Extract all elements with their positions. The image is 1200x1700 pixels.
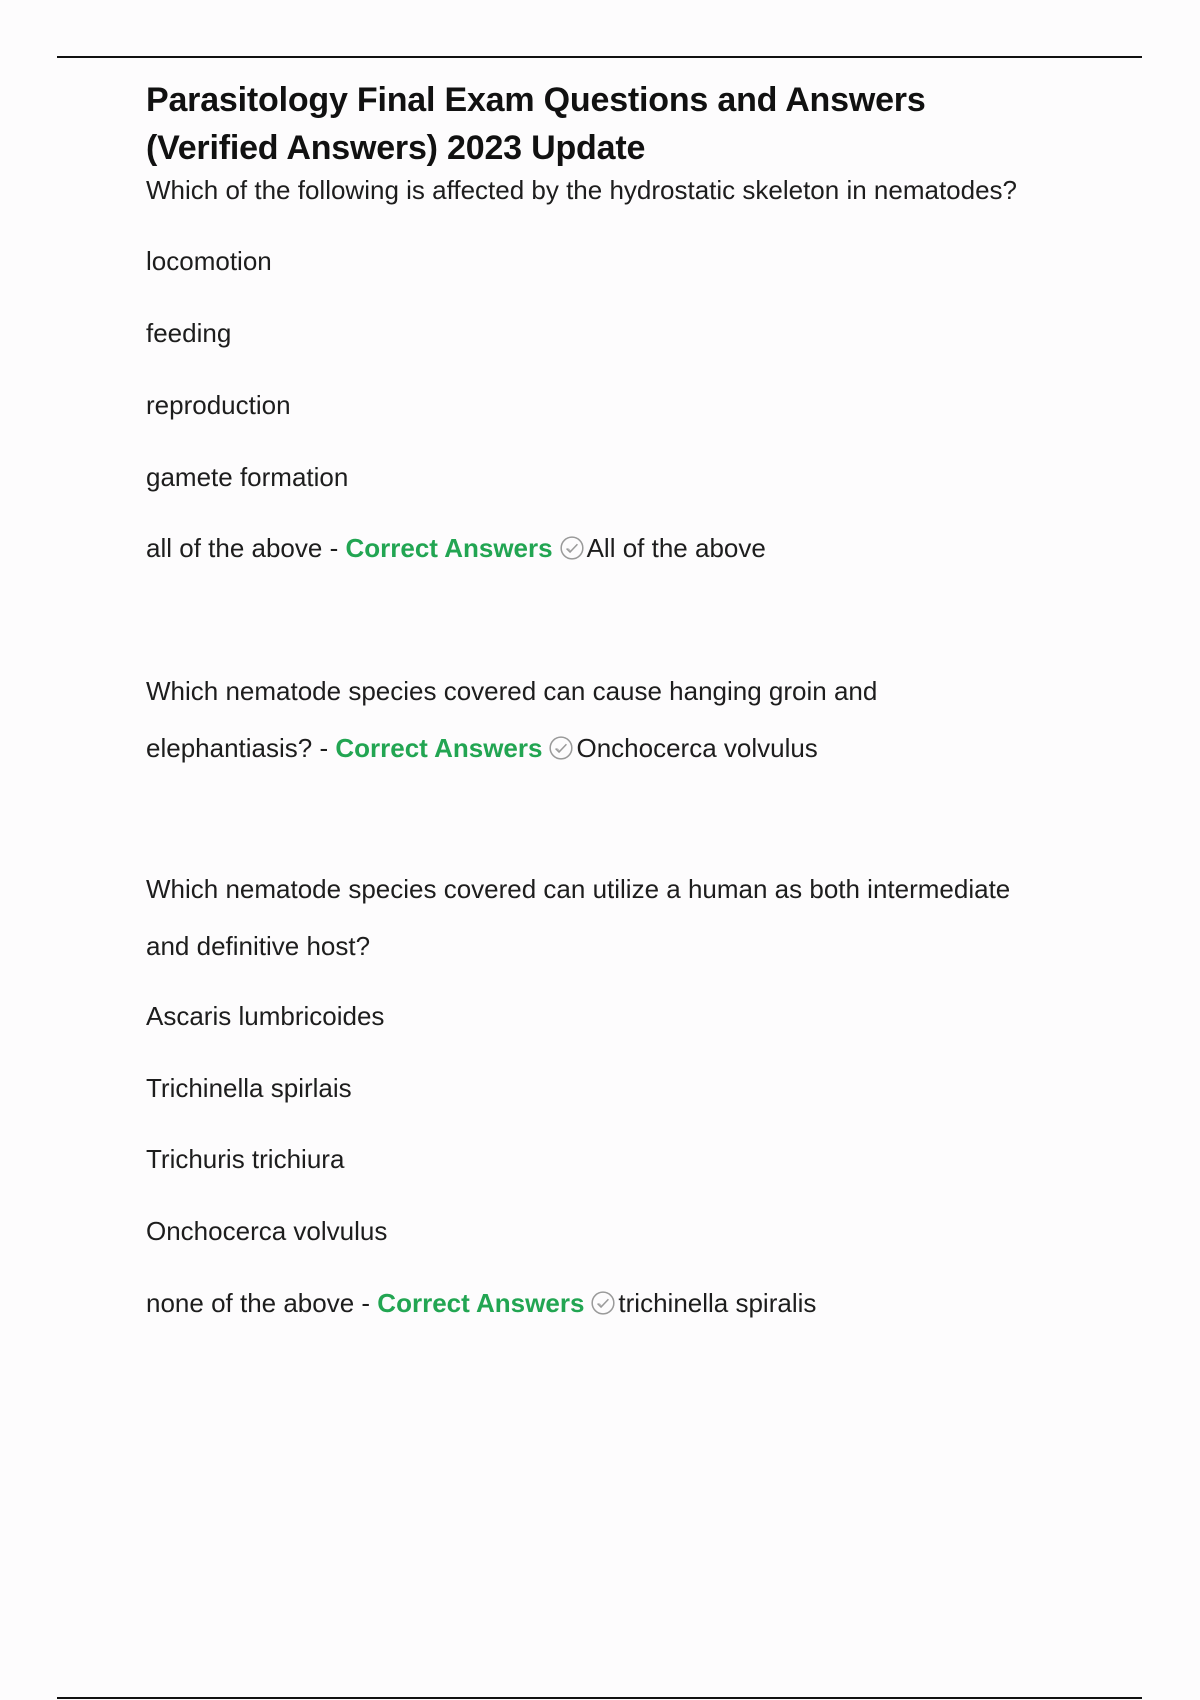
q1-option-1: locomotion	[146, 246, 272, 276]
q3-option-2: Trichinella spirlais	[146, 1073, 352, 1103]
question-2-line-1: Which nematode species covered can cause hanging groin and	[146, 676, 878, 706]
q2-answer: Onchocerca volvulus	[576, 733, 818, 763]
q1-option-5: all of the above -	[146, 533, 346, 563]
q3-option-4: Onchocerca volvulus	[146, 1216, 388, 1246]
question-3-line-2: and definitive host?	[146, 931, 371, 961]
correct-answers-label: Correct Answers	[377, 1288, 585, 1318]
check-circle-icon	[559, 535, 585, 561]
q1-answer: All of the above	[586, 533, 766, 563]
title-line-1: Parasitology Final Exam Questions and Answers	[146, 81, 926, 119]
check-circle-icon	[548, 735, 574, 761]
q1-option-2: feeding	[146, 318, 232, 348]
q3-option-3: Trichuris trichiura	[146, 1144, 345, 1174]
check-circle-icon	[590, 1290, 616, 1316]
bottom-rule	[57, 1697, 1142, 1699]
q1-option-4: gamete formation	[146, 462, 349, 492]
q3-answer-line	[146, 1285, 816, 1321]
top-rule	[57, 56, 1142, 58]
page-title	[146, 76, 1096, 172]
q3-option-5: none of the above -	[146, 1288, 378, 1318]
document-body	[146, 76, 1096, 1318]
correct-answers-label: Correct Answers	[345, 533, 553, 563]
q2-answer-line	[146, 730, 818, 766]
q1-answer-line	[146, 530, 766, 566]
q3-answer: trichinella spiralis	[618, 1288, 817, 1318]
question-3-line-1: Which nematode species covered can utilize a human as both intermediate	[146, 874, 1011, 904]
title-line-2: (Verified Answers) 2023 Update	[146, 129, 646, 167]
correct-answers-label: Correct Answers	[335, 733, 543, 763]
question-2-line-2: elephantiasis? -	[146, 733, 336, 763]
q1-option-3: reproduction	[146, 390, 291, 420]
q3-option-1: Ascaris lumbricoides	[146, 1001, 385, 1031]
question-1-text: Which of the following is affected by the hydrostatic skeleton in nematodes?	[146, 175, 1018, 205]
